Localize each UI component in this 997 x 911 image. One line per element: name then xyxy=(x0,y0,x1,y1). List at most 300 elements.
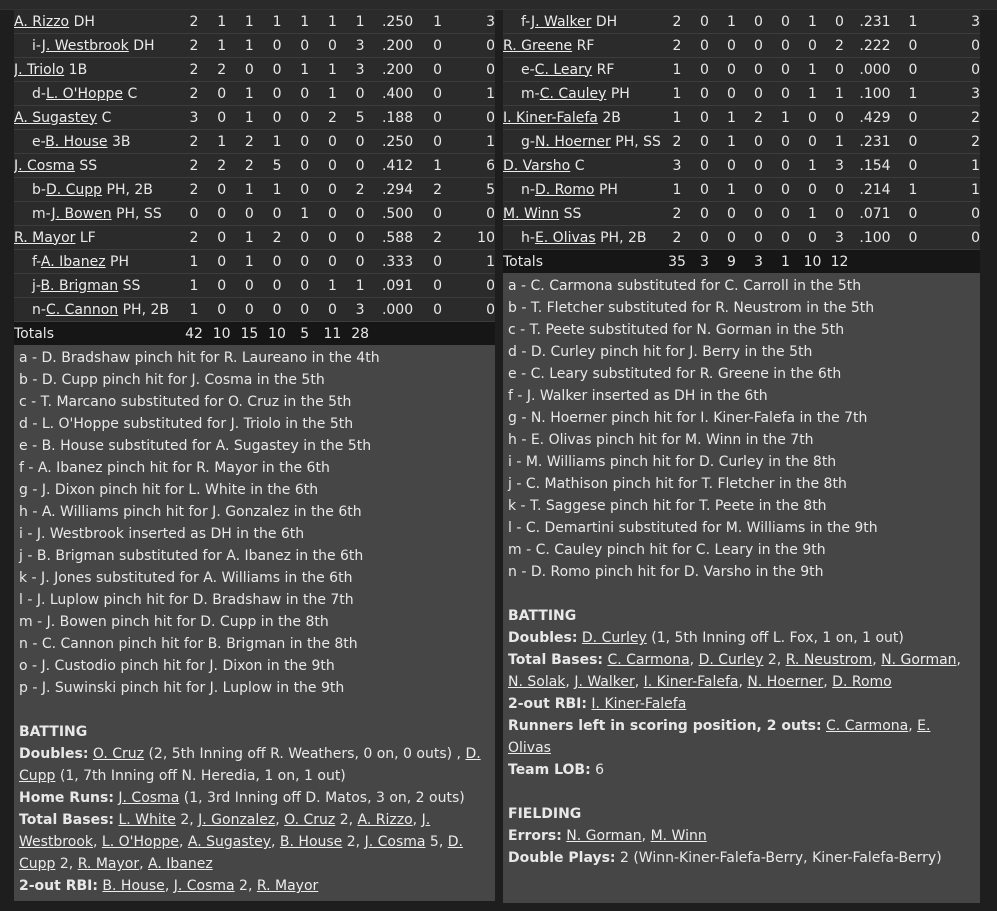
top-strip xyxy=(0,0,997,10)
stat-suffix: , xyxy=(823,674,833,690)
totals-cell: 10 xyxy=(799,250,826,274)
player-link[interactable]: J. Cosma xyxy=(118,790,180,806)
stat-cell: 1 xyxy=(799,82,826,106)
stat-cell: 2 xyxy=(663,130,691,154)
substitution-note: h - E. Olivas pinch hit for M. Winn in the 7th xyxy=(508,432,814,448)
stat-cell: 0 xyxy=(718,226,745,250)
stat-cell: 0 xyxy=(346,226,374,250)
player-position: PH xyxy=(610,85,630,102)
player-link[interactable]: J. Westbrook xyxy=(19,812,431,850)
home-errors xyxy=(508,825,975,847)
player-link[interactable]: M. Winn xyxy=(650,828,707,844)
player-link[interactable]: J. Cosma xyxy=(173,878,235,894)
table-row xyxy=(14,106,495,130)
stat-cell: 1 xyxy=(454,82,495,106)
stat-cell: 5 xyxy=(263,154,291,178)
player-position: PH, SS xyxy=(116,205,162,222)
totals-cell xyxy=(454,322,495,346)
stat-cell: 1 xyxy=(208,34,236,58)
stat-cell: 0 xyxy=(291,130,319,154)
substitution-note: m - C. Cauley pinch hit for C. Leary in the 9th xyxy=(508,542,826,558)
stat-cell: 0 xyxy=(291,82,319,106)
stat-suffix: 2, xyxy=(335,812,358,828)
sub-prefix: n- xyxy=(32,301,46,318)
stat-cell: 0 xyxy=(421,202,454,226)
player-cell xyxy=(503,10,663,34)
stat-cell: 0 xyxy=(421,250,454,274)
player-position: PH xyxy=(110,253,130,270)
stat-cell: 1 xyxy=(180,274,208,298)
substitution-note: c - T. Marcano substituted for O. Cruz in the 5th xyxy=(19,394,352,410)
player-link[interactable]: B. House xyxy=(102,878,165,894)
player-link[interactable]: J. Bowen xyxy=(51,205,112,222)
stat-cell: 1 xyxy=(454,250,495,274)
stat-cell: 1 xyxy=(718,178,745,202)
player-cell xyxy=(14,250,180,274)
stat-cell: 2 xyxy=(929,130,980,154)
player-link[interactable]: R. Neustrom xyxy=(785,652,873,668)
stat-cell: 0 xyxy=(263,58,291,82)
stat-cell: 2 xyxy=(346,178,374,202)
player-link[interactable]: A. Ibanez xyxy=(148,856,213,872)
player-link[interactable]: D. Curley xyxy=(581,630,647,646)
player-position: C xyxy=(574,157,585,174)
player-link[interactable]: A. Ibanez xyxy=(40,253,106,270)
sub-prefix: m- xyxy=(32,205,52,222)
stat-cell: 0 xyxy=(421,274,454,298)
stat-cell: 1 xyxy=(663,58,691,82)
stat-cell: 1 xyxy=(319,274,347,298)
player-link[interactable]: L. O'Hoppe xyxy=(101,834,179,850)
stat-cell: .214 xyxy=(853,178,897,202)
stat-cell: 2 xyxy=(745,106,772,130)
player-link[interactable]: M. Winn xyxy=(503,205,560,222)
player-link[interactable]: D. Cupp xyxy=(45,181,103,198)
stat-label: Errors: xyxy=(508,828,562,844)
stat-cell: 1 xyxy=(421,154,454,178)
stat-cell: 1 xyxy=(929,154,980,178)
stat-cell: 0 xyxy=(291,226,319,250)
substitution-note: j - B. Brigman substituted for A. Ibanez in the 6th xyxy=(19,548,364,564)
stat-cell: 1 xyxy=(236,226,264,250)
sub-prefix: i- xyxy=(32,37,42,54)
player-position: PH, 2B xyxy=(106,181,153,198)
player-link[interactable]: J. Walker xyxy=(531,13,592,30)
player-link[interactable]: A. Rizzo xyxy=(14,13,70,30)
substitution-note: l - C. Demartini substituted for M. Williams in the 9th xyxy=(508,520,878,536)
stat-cell: 1 xyxy=(291,58,319,82)
stat-cell: 0 xyxy=(421,58,454,82)
player-cell xyxy=(503,202,663,226)
stat-suffix: , xyxy=(956,652,961,668)
stat-cell: 0 xyxy=(897,106,929,130)
table-row xyxy=(503,226,980,250)
player-link[interactable]: J. Triolo xyxy=(14,61,65,78)
table-row xyxy=(14,274,495,298)
player-cell xyxy=(14,298,180,322)
stat-cell: 1 xyxy=(421,10,454,34)
stat-label: Runners left in scoring position, 2 outs: xyxy=(508,718,822,734)
stat-cell: 1 xyxy=(346,274,374,298)
substitution-note: k - J. Jones substituted for A. Williams in the 6th xyxy=(19,570,353,586)
substitution-note: g - J. Dixon pinch hit for L. White in the 6th xyxy=(19,482,319,498)
stat-label: 2-out RBI: xyxy=(19,878,98,894)
stat-cell: 1 xyxy=(319,10,347,34)
player-link[interactable]: E. Olivas xyxy=(508,718,931,756)
table-row xyxy=(14,178,495,202)
player-link[interactable]: R. Mayor xyxy=(14,229,76,246)
stat-suffix: , xyxy=(164,878,174,894)
stat-cell: 3 xyxy=(929,10,980,34)
substitution-note: d - L. O'Hoppe substituted for J. Triolo in the 5th xyxy=(19,416,354,432)
stat-cell: 2 xyxy=(663,202,691,226)
player-link[interactable]: J. Walker xyxy=(574,674,635,690)
player-link[interactable]: O. Cruz xyxy=(284,812,336,828)
totals-cell: 42 xyxy=(180,322,208,346)
player-cell xyxy=(503,106,663,130)
stat-suffix: 2, xyxy=(175,812,199,828)
player-link[interactable]: D. Romo xyxy=(832,674,892,690)
totals-cell xyxy=(897,250,929,274)
stat-cell: 3 xyxy=(180,106,208,130)
stat-cell: 0 xyxy=(772,178,799,202)
stat-cell: 0 xyxy=(718,82,745,106)
player-link[interactable]: J. Gonzalez xyxy=(198,812,276,828)
stat-cell: 2 xyxy=(180,154,208,178)
player-cell xyxy=(14,106,180,130)
stat-cell: 0 xyxy=(897,154,929,178)
stat-cell: 0 xyxy=(826,10,853,34)
home-2out-rbi xyxy=(508,693,975,715)
stat-cell: 0 xyxy=(929,34,980,58)
stat-cell: 0 xyxy=(772,154,799,178)
player-link[interactable]: D. Varsho xyxy=(503,157,571,174)
table-row xyxy=(14,250,495,274)
substitution-note: a - C. Carmona substituted for C. Carroll in the 5th xyxy=(508,278,862,294)
away-batting-header: BATTING xyxy=(19,724,88,740)
totals-cell: 28 xyxy=(346,322,374,346)
stat-suffix: , xyxy=(93,834,102,850)
stat-cell: 1 xyxy=(236,178,264,202)
stat-cell: 1 xyxy=(291,10,319,34)
table-row xyxy=(14,226,495,250)
stat-cell: 0 xyxy=(319,154,347,178)
stat-cell: 0 xyxy=(799,106,826,130)
player-link[interactable]: R. Greene xyxy=(503,37,573,54)
stat-cell: 0 xyxy=(691,154,718,178)
stat-cell: 10 xyxy=(454,226,495,250)
stat-suffix: , xyxy=(412,812,422,828)
stat-cell: 0 xyxy=(691,10,718,34)
stat-cell: 0 xyxy=(691,58,718,82)
substitution-note: b - T. Fletcher substituted for R. Neustrom in the 5th xyxy=(508,300,875,316)
totals-cell xyxy=(853,250,897,274)
stat-suffix: 2, xyxy=(342,834,365,850)
stat-cell: .222 xyxy=(853,34,897,58)
substitution-note: f - A. Ibanez pinch hit for R. Mayor in the 6th xyxy=(19,460,330,476)
stat-cell: 1 xyxy=(718,130,745,154)
substitution-note: b - D. Cupp pinch hit for J. Cosma in the 5th xyxy=(19,372,325,388)
player-link[interactable]: D. Romo xyxy=(534,181,595,198)
player-position: DH xyxy=(73,13,95,30)
stat-cell: 1 xyxy=(799,202,826,226)
stat-cell: 0 xyxy=(691,34,718,58)
stat-suffix: 5, xyxy=(425,834,448,850)
player-cell xyxy=(503,226,663,250)
player-link[interactable]: O. Cruz xyxy=(92,746,145,762)
stat-cell: 2 xyxy=(663,34,691,58)
player-position: 2B xyxy=(602,109,621,126)
sub-prefix: h- xyxy=(521,229,535,246)
stat-cell: 0 xyxy=(745,58,772,82)
stat-cell: 0 xyxy=(236,274,264,298)
stat-cell: 0 xyxy=(745,10,772,34)
player-link[interactable]: A. Sugastey xyxy=(187,834,272,850)
stat-cell: 0 xyxy=(346,82,374,106)
stat-cell: 0 xyxy=(263,202,291,226)
stat-cell: 0 xyxy=(236,298,264,322)
player-link[interactable]: N. Gorman xyxy=(566,828,642,844)
stat-cell: 3 xyxy=(826,154,853,178)
stat-cell: 3 xyxy=(454,10,495,34)
stat-cell: 0 xyxy=(826,58,853,82)
stat-cell: .071 xyxy=(853,202,897,226)
stat-suffix: 2, xyxy=(55,856,78,872)
stat-cell: 0 xyxy=(745,34,772,58)
stat-cell: 0 xyxy=(745,226,772,250)
totals-cell xyxy=(374,322,421,346)
table-row xyxy=(503,202,980,226)
player-link[interactable]: N. Hoerner xyxy=(534,133,611,150)
player-link[interactable]: B. House xyxy=(279,834,343,850)
stat-suffix: , xyxy=(872,652,882,668)
stat-cell: 0 xyxy=(897,58,929,82)
stat-cell: 0 xyxy=(319,130,347,154)
totals-cell: 35 xyxy=(663,250,691,274)
substitution-note: n - D. Romo pinch hit for D. Varsho in the 9th xyxy=(508,564,824,580)
stat-cell: 1 xyxy=(236,34,264,58)
stat-cell: 0 xyxy=(263,250,291,274)
player-link[interactable]: C. Carmona xyxy=(826,718,909,734)
away-doubles: Doubles: O. Cruz (2, 5th Inning off R. Weathers, 0 on, 0 outs) , D. Cupp (1, 7th Inning off N. Heredia, 1 on, 1 out) xyxy=(19,746,481,784)
stat-cell: 0 xyxy=(291,34,319,58)
totals-cell: 5 xyxy=(291,322,319,346)
stat-cell: 0 xyxy=(263,274,291,298)
totals-cell: 15 xyxy=(236,322,264,346)
player-position: SS xyxy=(79,157,98,174)
table-row xyxy=(14,82,495,106)
player-position: SS xyxy=(122,277,141,294)
stat-label: Total Bases: xyxy=(508,652,603,668)
player-link[interactable]: L. O'Hoppe xyxy=(45,85,124,102)
stat-cell: 0 xyxy=(319,298,347,322)
stat-cell: 1 xyxy=(236,250,264,274)
stat-cell: .231 xyxy=(853,10,897,34)
stat-cell: 2 xyxy=(236,130,264,154)
stat-cell: 6 xyxy=(454,154,495,178)
stat-cell: 0 xyxy=(826,202,853,226)
stat-cell: 0 xyxy=(291,154,319,178)
player-link[interactable]: J. Cosma xyxy=(14,157,75,174)
player-link[interactable]: C. Cauley xyxy=(539,85,607,102)
stat-cell: 2 xyxy=(929,106,980,130)
table-row xyxy=(14,10,495,34)
player-link[interactable]: C. Carmona xyxy=(607,652,690,668)
sub-prefix: d- xyxy=(32,85,46,102)
totals-cell xyxy=(929,250,980,274)
player-link[interactable]: A. Sugastey xyxy=(14,109,98,126)
stat-cell: 1 xyxy=(718,10,745,34)
stat-cell: 0 xyxy=(897,130,929,154)
stat-cell: .100 xyxy=(853,226,897,250)
stat-cell: 2 xyxy=(663,10,691,34)
sub-prefix: f- xyxy=(521,13,531,30)
stat-cell: 2 xyxy=(180,226,208,250)
totals-row xyxy=(14,322,495,346)
player-link[interactable]: A. Rizzo xyxy=(357,812,413,828)
stat-cell: 1 xyxy=(826,130,853,154)
stat-cell: 0 xyxy=(263,82,291,106)
stat-cell: 0 xyxy=(208,82,236,106)
player-link[interactable]: C. Cannon xyxy=(45,301,119,318)
stat-cell: 0 xyxy=(691,226,718,250)
substitution-note: e - B. House substituted for A. Sugastey in the 5th xyxy=(19,438,372,454)
totals-label: Totals xyxy=(14,322,180,346)
stat-cell: 0 xyxy=(291,106,319,130)
table-row xyxy=(503,178,980,202)
substitution-note: i - M. Williams pinch hit for D. Curley in the 8th xyxy=(508,454,837,470)
player-link[interactable]: R. Mayor xyxy=(77,856,140,872)
home-fielding-header: FIELDING xyxy=(508,806,582,822)
player-cell xyxy=(14,82,180,106)
stat-cell: 1 xyxy=(799,58,826,82)
totals-label: Totals xyxy=(503,250,663,274)
stat-cell: 1 xyxy=(897,178,929,202)
stat-cell: 0 xyxy=(745,130,772,154)
stat-cell: 1 xyxy=(897,10,929,34)
stat-suffix: , xyxy=(908,718,918,734)
table-row xyxy=(503,130,980,154)
stat-suffix: , xyxy=(689,652,699,668)
player-cell xyxy=(14,130,180,154)
stat-cell: .250 xyxy=(374,10,421,34)
stat-cell: 1 xyxy=(236,106,264,130)
sub-prefix: g- xyxy=(521,133,535,150)
stat-cell: 0 xyxy=(772,34,799,58)
table-row xyxy=(14,58,495,82)
player-cell xyxy=(14,274,180,298)
stat-cell: 0 xyxy=(291,178,319,202)
substitution-note: c - T. Peete substituted for N. Gorman in the 5th xyxy=(508,322,845,338)
stat-cell: 0 xyxy=(691,130,718,154)
player-link[interactable]: I. Kiner-Falefa xyxy=(591,696,687,712)
sub-prefix: j- xyxy=(32,277,41,294)
player-cell xyxy=(14,10,180,34)
player-link[interactable]: B. House xyxy=(45,133,108,150)
substitution-note: p - J. Suwinski pinch hit for J. Luplow in the 9th xyxy=(19,680,345,696)
player-link[interactable]: I. Kiner-Falefa xyxy=(643,674,739,690)
stat-cell: 0 xyxy=(691,82,718,106)
stat-cell: 0 xyxy=(772,10,799,34)
table-row xyxy=(14,34,495,58)
player-cell xyxy=(14,34,180,58)
player-link[interactable]: I. Kiner-Falefa xyxy=(503,109,598,126)
player-position: DH xyxy=(595,13,618,30)
player-link[interactable]: L. White xyxy=(118,812,176,828)
stat-cell: 0 xyxy=(319,202,347,226)
stat-cell: 0 xyxy=(897,226,929,250)
totals-cell: 1 xyxy=(772,250,799,274)
stat-suffix: , xyxy=(178,834,188,850)
player-link[interactable]: E. Olivas xyxy=(534,229,596,246)
stat-cell: 1 xyxy=(897,82,929,106)
totals-cell: 10 xyxy=(208,322,236,346)
substitution-note: k - T. Saggese pinch hit for T. Peete in the 8th xyxy=(508,498,827,514)
stat-cell: 0 xyxy=(208,106,236,130)
player-link[interactable]: C. Leary xyxy=(534,61,593,78)
stat-cell: 2 xyxy=(263,226,291,250)
stat-cell: 1 xyxy=(718,106,745,130)
stat-cell: 1 xyxy=(772,106,799,130)
stat-cell: 0 xyxy=(772,58,799,82)
player-cell xyxy=(503,34,663,58)
stat-cell: 0 xyxy=(421,298,454,322)
stat-cell: 0 xyxy=(772,130,799,154)
stat-cell: 0 xyxy=(263,106,291,130)
stat-cell: 1 xyxy=(236,82,264,106)
stat-cell: 0 xyxy=(929,202,980,226)
stat-cell: 0 xyxy=(454,274,495,298)
stat-cell: .500 xyxy=(374,202,421,226)
stat-cell: 0 xyxy=(745,178,772,202)
home-boxscore-panel xyxy=(503,10,980,903)
stat-cell: 3 xyxy=(663,154,691,178)
table-row xyxy=(14,130,495,154)
table-row xyxy=(14,298,495,322)
stat-cell: 0 xyxy=(319,250,347,274)
table-row xyxy=(503,58,980,82)
table-row xyxy=(503,10,980,34)
player-link[interactable]: R. Mayor xyxy=(256,878,319,894)
stat-cell: 0 xyxy=(180,202,208,226)
player-link[interactable]: N. Hoerner xyxy=(747,674,824,690)
stat-cell: 0 xyxy=(718,34,745,58)
player-position: PH, SS xyxy=(615,133,661,150)
substitution-note: m - J. Bowen pinch hit for D. Cupp in the 8th xyxy=(19,614,329,630)
sub-prefix: e- xyxy=(32,133,46,150)
away-2out-rbi xyxy=(19,875,490,897)
stat-cell: .294 xyxy=(374,178,421,202)
stat-cell: .100 xyxy=(853,82,897,106)
stat-cell: 0 xyxy=(454,106,495,130)
player-link[interactable]: N. Solak xyxy=(508,674,566,690)
player-link[interactable]: J. Westbrook xyxy=(41,37,129,54)
player-link[interactable]: D. Curley xyxy=(698,652,764,668)
player-link[interactable]: N. Gorman xyxy=(881,652,957,668)
stat-cell: 0 xyxy=(236,202,264,226)
stat-cell: 0 xyxy=(691,202,718,226)
player-link[interactable]: B. Brigman xyxy=(40,277,119,294)
player-link[interactable]: J. Cosma xyxy=(364,834,426,850)
player-link[interactable]: D. Cupp xyxy=(19,746,481,784)
away-notes-section xyxy=(14,345,495,901)
stat-cell: 0 xyxy=(291,250,319,274)
stat-cell: 0 xyxy=(772,226,799,250)
stat-suffix: , xyxy=(271,834,280,850)
substitution-note: a - D. Bradshaw pinch hit for R. Laureano in the 4th xyxy=(19,350,380,366)
player-link[interactable]: D. Cupp xyxy=(19,834,463,872)
stat-cell: 0 xyxy=(346,154,374,178)
